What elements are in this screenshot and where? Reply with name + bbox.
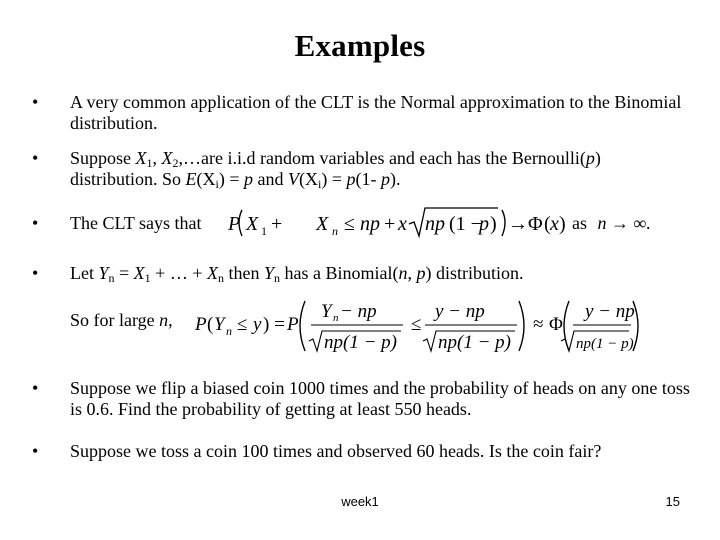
page-number: 15 — [665, 494, 680, 509]
bullet-dot: • — [32, 213, 39, 233]
var: n — [159, 310, 169, 330]
text-run: + … + — [150, 263, 207, 283]
arrow-sign: → — [508, 213, 528, 235]
text-run: then — [223, 263, 264, 283]
P-symbol: P — [195, 314, 207, 335]
var: p — [381, 169, 391, 189]
Y-var: Y — [214, 314, 225, 335]
x-arg: x — [550, 213, 559, 235]
text-run: has a Binomial( — [280, 263, 399, 283]
text-run: ). — [390, 169, 401, 189]
svg-text:) =: ) = — [263, 314, 285, 335]
numerator-Y: Y — [321, 301, 332, 322]
numerator: y − np — [585, 301, 635, 322]
var: X — [135, 148, 147, 168]
close-paren — [502, 210, 505, 236]
subscript: 1 — [146, 156, 153, 170]
svg-text:P: P — [287, 314, 299, 335]
clt-limit — [572, 213, 692, 234]
text-run: Let — [70, 263, 99, 283]
text-run: ) distribution. — [425, 263, 524, 283]
leq-sign: ≤ — [237, 314, 248, 335]
text-run: Suppose — [70, 148, 136, 168]
subscript-n: n — [226, 324, 232, 338]
text-run: as — [572, 213, 587, 233]
numerator: y − np — [435, 301, 485, 322]
var: Y — [98, 263, 109, 283]
bullet-text: The CLT says that — [70, 213, 202, 233]
var: p — [346, 169, 356, 189]
subscript: n — [333, 312, 339, 324]
subscript: 2 — [172, 156, 179, 170]
subscript: i — [215, 177, 219, 191]
text-run: (X — [196, 169, 216, 189]
var: X — [206, 263, 218, 283]
var: n — [398, 263, 408, 283]
svg-text:): ) — [559, 213, 566, 235]
denominator: np(1 − p) — [576, 336, 634, 352]
one-minus: (1 − — [449, 213, 482, 235]
text-run: ) = — [218, 169, 245, 189]
subscript: n — [217, 271, 224, 285]
plus-sign: + — [384, 213, 396, 235]
bullet-dot: • — [32, 92, 39, 112]
text-run: , — [407, 263, 417, 283]
np-term: np — [425, 213, 445, 235]
bullet-text — [70, 148, 690, 190]
footer-label: week1 — [341, 494, 379, 509]
text-run: ) = — [321, 169, 347, 189]
large-n-lead — [70, 310, 190, 331]
numerator-rest: − np — [340, 301, 377, 322]
bullet-text — [70, 263, 690, 284]
X-var: X — [246, 213, 259, 235]
leq-sign: ≤ — [344, 213, 355, 235]
big-open-paren — [300, 301, 305, 351]
var: p — [585, 148, 595, 168]
bullet-text: A very common application of the CLT is the Normal approximation to the Binomial distribution. — [70, 92, 682, 133]
P-symbol: P — [228, 213, 241, 235]
denominator: np(1 − p) — [324, 332, 397, 353]
bullet-text: Suppose we toss a coin 100 times and observed 60 heads. Is the coin fair? — [70, 441, 602, 461]
bullet-dot: • — [32, 263, 39, 283]
leq-sign: ≤ — [411, 314, 422, 335]
np-term: np — [360, 213, 380, 235]
subscript: 1 — [144, 271, 151, 285]
text-run: , — [152, 148, 162, 168]
text-run: ) — [594, 148, 601, 168]
var: Y — [263, 263, 274, 283]
denominator: np(1 − p) — [438, 332, 511, 353]
svg-text:(: ( — [544, 213, 551, 235]
Xn-var: X — [316, 213, 329, 235]
Phi-symbol: Φ — [528, 213, 543, 235]
approx-sign: ≈ — [533, 314, 544, 335]
limit-text: n → ∞. — [597, 213, 651, 233]
slide-title: Examples — [294, 28, 426, 63]
text-run: (1- — [355, 169, 382, 189]
subscript-1: 1 — [261, 224, 267, 238]
svg-text:(: ( — [207, 314, 214, 335]
subscript: i — [318, 177, 322, 191]
text-run: = — [114, 263, 134, 283]
p-var: p — [479, 213, 489, 235]
subscript: n — [274, 271, 280, 285]
y-var: y — [253, 314, 262, 335]
var: X — [161, 148, 173, 168]
plus-sign: + — [271, 213, 283, 235]
Phi-symbol: Φ — [549, 314, 563, 335]
text-run: So for large — [70, 310, 160, 330]
var: p — [244, 169, 254, 189]
var: X — [133, 263, 145, 283]
big-close-paren — [519, 301, 524, 351]
text-run: distribution. So — [70, 169, 186, 189]
x-var: x — [398, 213, 407, 235]
subscript: n — [108, 271, 115, 285]
close-paren: ) — [490, 213, 497, 235]
clt-formula — [226, 202, 566, 242]
text-run: , — [168, 310, 173, 330]
bullet-dot: • — [32, 148, 39, 168]
var: p — [416, 263, 426, 283]
bullet-text: Suppose we flip a biased coin 1000 times and the probability of heads on any one toss is 0.6. Find the probability of getting at least 550 heads. — [70, 378, 690, 419]
text-run: (X — [299, 169, 319, 189]
normal-approx-formula — [193, 295, 643, 357]
var: V — [288, 169, 300, 189]
subscript-n: n — [332, 224, 338, 238]
text-run: ,…are i.i.d random variables and each has the Bernoulli( — [178, 148, 586, 168]
bullet-dot: • — [32, 441, 39, 461]
text-run: and — [253, 169, 289, 189]
var: E — [185, 169, 197, 189]
bullet-dot: • — [32, 378, 39, 398]
